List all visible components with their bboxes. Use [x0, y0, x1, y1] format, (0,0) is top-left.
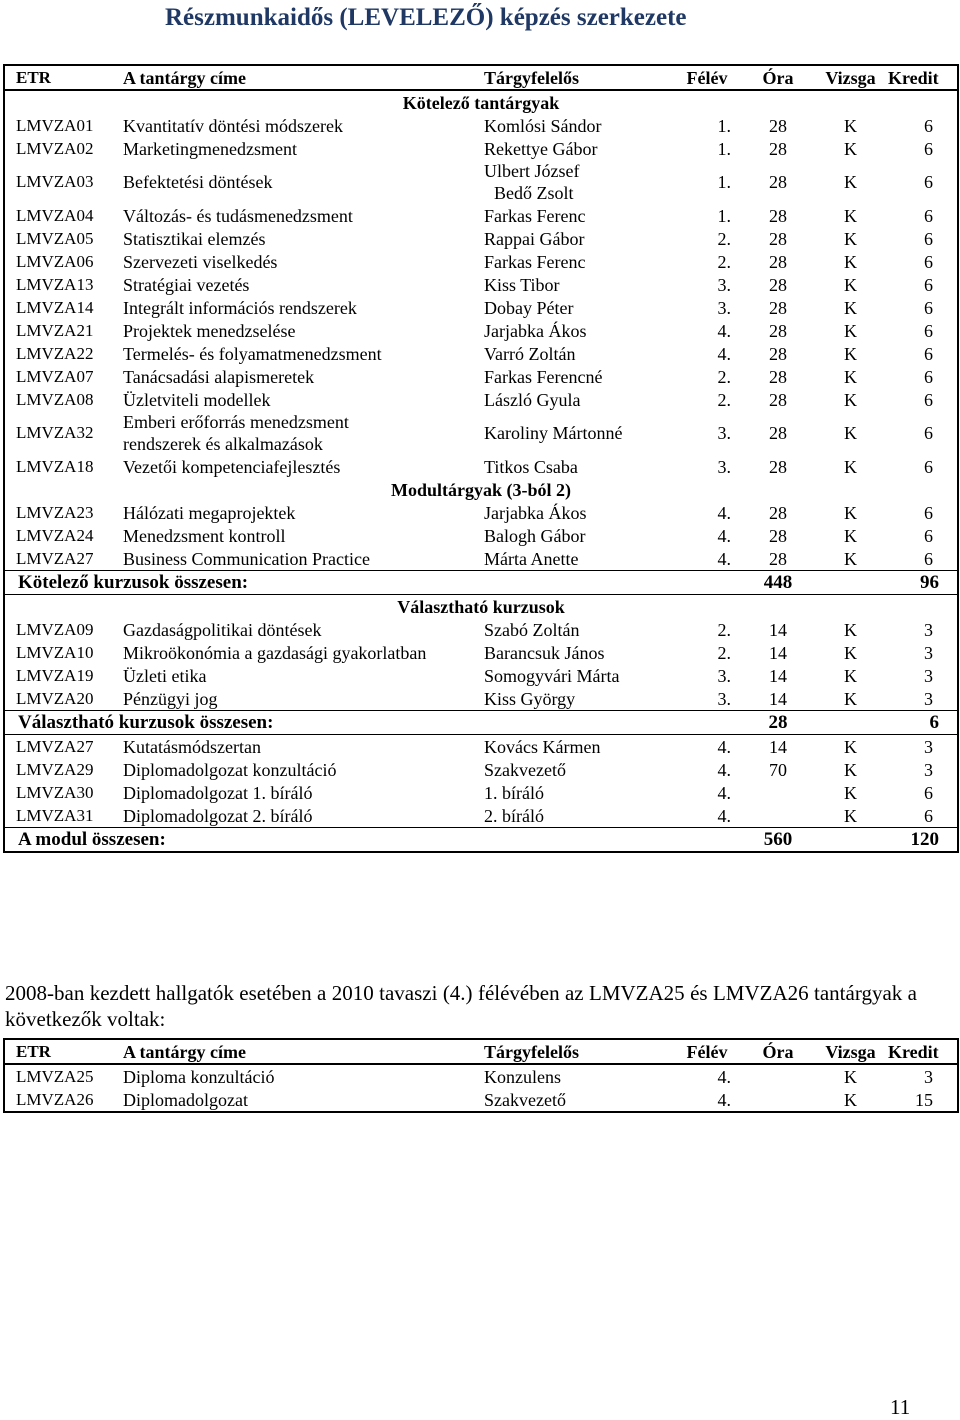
course-responsible-line1: Ulbert József: [484, 161, 580, 181]
course-credit: 6: [924, 423, 933, 443]
course-credit: 6: [924, 115, 933, 136]
course-code: LMVZA13: [16, 274, 94, 294]
course-responsible: Dobay Péter: [484, 297, 574, 318]
course-credit: 6: [924, 366, 933, 387]
table-header: [4, 65, 958, 90]
course-exam: K: [844, 320, 857, 341]
course-name: Menedzsment kontroll: [123, 525, 286, 546]
page-title: Részmunkaidős (LEVELEZŐ) képzés szerkezete: [165, 4, 687, 31]
section-module: [4, 478, 958, 501]
table-row: [4, 250, 958, 273]
header-code: ETR: [4, 1039, 117, 1064]
header-name: A tantárgy címe: [117, 65, 483, 90]
course-name-line2: rendszerek és alkalmazások: [123, 434, 323, 454]
course-semester: 4.: [717, 736, 731, 757]
course-credit: 6: [924, 343, 933, 364]
header-responsible: Tárgyfelelős: [483, 65, 683, 90]
course-code: LMVZA25: [16, 1066, 94, 1086]
course-exam: K: [844, 343, 857, 364]
course-code: LMVZA02: [16, 138, 94, 158]
course-name: Diplomadolgozat: [123, 1089, 248, 1110]
course-code: LMVZA31: [16, 805, 94, 825]
course-hours: 14: [769, 665, 787, 686]
course-credit: 6: [924, 274, 933, 295]
course-credit: 6: [924, 389, 933, 410]
course-name-line1: Emberi erőforrás menedzsment: [123, 412, 349, 432]
course-semester: 1.: [717, 172, 731, 192]
course-semester: 4.: [717, 343, 731, 364]
header-semester: Félév: [683, 1039, 743, 1064]
header-credit: Kredit: [888, 1039, 958, 1064]
header-semester: Félév: [683, 65, 743, 90]
total-label: Kötelező kurzusok összesen:: [4, 571, 743, 595]
total-exam: [813, 571, 888, 595]
course-name: Statisztikai elemzés: [123, 228, 266, 249]
total-label: Választható kurzusok összesen:: [4, 711, 743, 735]
course-code: LMVZA21: [16, 320, 94, 340]
total-label: A modul összesen:: [4, 828, 743, 853]
course-hours: 28: [769, 366, 787, 387]
course-credit: 6: [924, 320, 933, 341]
course-semester: 4.: [717, 548, 731, 569]
course-responsible: 1. bíráló: [484, 782, 544, 803]
course-exam: K: [844, 1066, 857, 1087]
course-hours: 28: [769, 205, 787, 226]
header-exam: Vizsga: [813, 1039, 888, 1064]
header-code: ETR: [4, 65, 117, 90]
course-responsible: Márta Anette: [484, 548, 579, 569]
table-row: [4, 1088, 958, 1112]
table-row: [4, 114, 958, 137]
course-code: LMVZA04: [16, 205, 94, 225]
course-exam: K: [844, 665, 857, 686]
section-module-title: Modultárgyak (3-ból 2): [391, 479, 571, 500]
course-credit: 3: [924, 736, 933, 757]
header-name: A tantárgy címe: [117, 1039, 483, 1064]
course-hours: 28: [769, 389, 787, 410]
course-responsible: Karoliny Mártonné: [484, 423, 623, 443]
course-hours: 28: [769, 228, 787, 249]
course-code: LMVZA20: [16, 688, 94, 708]
course-code: LMVZA24: [16, 525, 94, 545]
table-row: [4, 411, 958, 455]
header-hours: Óra: [743, 1039, 813, 1064]
course-responsible: Szakvezető: [484, 1089, 566, 1110]
course-name: [117, 411, 483, 455]
course-responsible: Kovács Kármen: [484, 736, 601, 757]
course-responsible: Balogh Gábor: [484, 525, 586, 546]
course-name: Hálózati megaprojektek: [123, 502, 296, 523]
course-exam: K: [844, 525, 857, 546]
course-responsible: Szakvezető: [484, 759, 566, 780]
course-hours: 28: [769, 525, 787, 546]
course-exam: K: [844, 274, 857, 295]
course-hours: 28: [769, 297, 787, 318]
course-credit: 6: [924, 782, 933, 803]
course-semester: 4.: [717, 759, 731, 780]
header-responsible: Tárgyfelelős: [483, 1039, 683, 1064]
course-responsible: Farkas Ferenc: [484, 251, 586, 272]
course-structure-table: [3, 64, 959, 853]
course-code: LMVZA03: [16, 172, 94, 191]
course-credit: 3: [924, 1066, 933, 1087]
course-code: LMVZA07: [16, 366, 94, 386]
course-name: Diploma konzultáció: [123, 1066, 275, 1087]
course-name: Vezetői kompetenciafejlesztés: [123, 456, 341, 477]
total-credit: 120: [888, 828, 958, 853]
course-hours: 28: [769, 548, 787, 569]
course-credit: 3: [924, 688, 933, 709]
course-credit: 6: [924, 548, 933, 569]
course-hours: 14: [769, 688, 787, 709]
course-credit: 6: [924, 502, 933, 523]
course-credit: 6: [924, 251, 933, 272]
course-exam: K: [844, 172, 857, 192]
course-code: LMVZA22: [16, 343, 94, 363]
course-exam: K: [844, 619, 857, 640]
course-code: LMVZA09: [16, 619, 94, 639]
course-exam: K: [844, 389, 857, 410]
course-name: Integrált információs rendszerek: [123, 297, 357, 318]
course-semester: 3.: [717, 665, 731, 686]
course-hours: [743, 1064, 813, 1088]
table-row: [4, 342, 958, 365]
course-name: Üzleti etika: [123, 665, 207, 686]
page-number: 11: [890, 1395, 911, 1419]
course-semester: 4.: [717, 320, 731, 341]
course-code: LMVZA19: [16, 665, 94, 685]
course-name: Pénzügyi jog: [123, 688, 218, 709]
total-credit: 96: [888, 571, 958, 595]
course-hours: 28: [769, 456, 787, 477]
course-responsible: Szabó Zoltán: [484, 619, 580, 640]
course-responsible: Barancsuk János: [484, 642, 605, 663]
course-exam: K: [844, 423, 857, 443]
course-hours: 28: [769, 274, 787, 295]
course-exam: K: [844, 297, 857, 318]
table-row: [4, 758, 958, 781]
course-code: LMVZA08: [16, 389, 94, 409]
course-exam: K: [844, 805, 857, 826]
course-semester: 4.: [717, 782, 731, 803]
note-text: 2008-ban kezdett hallgatók esetében a 2010 tavaszi (4.) félévében az LMVZA25 és LMVZA26 tantárgyak a következők voltak:: [5, 981, 917, 1031]
course-hours: 14: [769, 736, 787, 757]
course-code: LMVZA01: [16, 115, 94, 135]
course-name: Kvantitatív döntési módszerek: [123, 115, 343, 136]
table-row: [4, 501, 958, 524]
course-exam: K: [844, 1089, 857, 1110]
course-hours: 28: [769, 115, 787, 136]
table-row: [4, 804, 958, 828]
course-code: LMVZA27: [16, 548, 94, 568]
course-semester: 3.: [717, 456, 731, 477]
course-exam: K: [844, 688, 857, 709]
course-semester: 2.: [717, 389, 731, 410]
course-semester: 1.: [717, 138, 731, 159]
course-name: Üzletviteli modellek: [123, 389, 271, 410]
course-name: Változás- és tudásmenedzsment: [123, 205, 353, 226]
section-elective: [4, 595, 958, 619]
course-exam: K: [844, 228, 857, 249]
table-row: [4, 204, 958, 227]
course-name: Mikroökonómia a gazdasági gyakorlatban: [123, 642, 427, 663]
table-header: [4, 1039, 958, 1064]
course-code: LMVZA18: [16, 456, 94, 476]
course-hours: [743, 1088, 813, 1112]
total-module-row: [4, 828, 958, 853]
course-credit: 3: [924, 759, 933, 780]
section-elective-title: Választható kurzusok: [397, 596, 565, 617]
course-credit: 6: [924, 172, 933, 192]
total-exam: [813, 828, 888, 853]
second-course-table: [3, 1038, 959, 1113]
course-name: Tanácsadási alapismeretek: [123, 366, 315, 387]
course-hours: 28: [769, 343, 787, 364]
course-code: LMVZA29: [16, 759, 94, 779]
table-row: [4, 735, 958, 759]
table-row: [4, 388, 958, 411]
course-code: LMVZA10: [16, 642, 94, 662]
course-credit: 6: [924, 138, 933, 159]
course-code: LMVZA05: [16, 228, 94, 248]
course-semester: 2.: [717, 251, 731, 272]
course-exam: K: [844, 205, 857, 226]
table-row: [4, 296, 958, 319]
course-hours: 28: [769, 251, 787, 272]
course-name: Business Communication Practice: [123, 548, 370, 569]
course-semester: 4.: [717, 1066, 731, 1087]
course-name: Projektek menedzselése: [123, 320, 296, 341]
table-row: [4, 664, 958, 687]
course-responsible: [483, 160, 683, 204]
course-name: Marketingmenedzsment: [123, 138, 297, 159]
course-name: Diplomadolgozat konzultáció: [123, 759, 337, 780]
course-name: Stratégiai vezetés: [123, 274, 250, 295]
course-hours: 28: [769, 423, 787, 443]
course-responsible: Jarjabka Ákos: [484, 320, 587, 341]
course-semester: 4.: [717, 1089, 731, 1110]
course-responsible: Titkos Csaba: [484, 456, 578, 477]
total-credit: 6: [888, 711, 958, 735]
course-code: LMVZA06: [16, 251, 94, 271]
total-hours: 448: [743, 571, 813, 595]
table-row: [4, 273, 958, 296]
course-responsible: Kiss Tibor: [484, 274, 560, 295]
course-exam: K: [844, 642, 857, 663]
course-credit: 6: [924, 297, 933, 318]
course-name: Diplomadolgozat 1. bíráló: [123, 782, 313, 803]
total-hours: 28: [743, 711, 813, 735]
course-credit: 3: [924, 642, 933, 663]
total-mandatory-row: [4, 571, 958, 595]
course-hours: 28: [769, 320, 787, 341]
table-row: [4, 641, 958, 664]
course-responsible: Kiss György: [484, 688, 576, 709]
course-responsible-line2: Bedő Zsolt: [494, 183, 574, 203]
course-semester: 1.: [717, 115, 731, 136]
course-exam: K: [844, 138, 857, 159]
table-row: [4, 160, 958, 204]
course-credit: 6: [924, 456, 933, 477]
section-mandatory-title: Kötelező tantárgyak: [402, 92, 560, 113]
total-elective-row: [4, 711, 958, 735]
section-mandatory: [4, 90, 958, 114]
total-hours: 560: [743, 828, 813, 853]
course-credit: 15: [915, 1089, 933, 1110]
header-exam: Vizsga: [813, 65, 888, 90]
course-responsible: Somogyvári Márta: [484, 665, 620, 686]
course-semester: 2.: [717, 642, 731, 663]
table-row: [4, 1064, 958, 1088]
course-exam: K: [844, 115, 857, 136]
course-responsible: Farkas Ferencné: [484, 366, 603, 387]
course-name: Szervezeti viselkedés: [123, 251, 278, 272]
header-hours: Óra: [743, 65, 813, 90]
course-responsible: 2. bíráló: [484, 805, 544, 826]
course-semester: 4.: [717, 502, 731, 523]
course-responsible: László Gyula: [484, 389, 581, 410]
table-row: [4, 227, 958, 250]
table-row: [4, 319, 958, 342]
course-hours: 28: [769, 172, 787, 192]
course-exam: K: [844, 548, 857, 569]
course-responsible: Komlósi Sándor: [484, 115, 602, 136]
course-semester: 3.: [717, 688, 731, 709]
course-hours: 14: [769, 642, 787, 663]
course-hours: 28: [769, 138, 787, 159]
course-semester: 3.: [717, 297, 731, 318]
course-semester: 3.: [717, 274, 731, 295]
course-semester: 2.: [717, 619, 731, 640]
course-semester: 1.: [717, 205, 731, 226]
course-name: Gazdaságpolitikai döntések: [123, 619, 322, 640]
course-name: Diplomadolgozat 2. bíráló: [123, 805, 313, 826]
course-semester: 3.: [717, 423, 731, 443]
course-code: LMVZA32: [16, 423, 94, 442]
table-row: [4, 524, 958, 547]
table-row: [4, 618, 958, 641]
header-credit: Kredit: [888, 65, 958, 90]
course-semester: 4.: [717, 805, 731, 826]
course-responsible: Farkas Ferenc: [484, 205, 586, 226]
course-credit: 3: [924, 619, 933, 640]
table-row: [4, 781, 958, 804]
course-code: LMVZA14: [16, 297, 94, 317]
course-name: Kutatásmódszertan: [123, 736, 261, 757]
course-responsible: Varró Zoltán: [484, 343, 576, 364]
course-exam: K: [844, 502, 857, 523]
course-code: LMVZA23: [16, 502, 94, 522]
course-exam: K: [844, 251, 857, 272]
course-exam: K: [844, 736, 857, 757]
course-responsible: Rappai Gábor: [484, 228, 585, 249]
course-semester: 4.: [717, 525, 731, 546]
course-responsible: Jarjabka Ákos: [484, 502, 587, 523]
course-responsible: Rekettye Gábor: [484, 138, 598, 159]
course-name: Befektetési döntések: [123, 172, 273, 192]
course-exam: K: [844, 366, 857, 387]
course-hours: [743, 781, 813, 804]
course-responsible: Konzulens: [484, 1066, 561, 1087]
course-credit: 6: [924, 228, 933, 249]
course-hours: 70: [769, 759, 787, 780]
table-row: [4, 547, 958, 571]
course-semester: 2.: [717, 228, 731, 249]
course-credit: 3: [924, 665, 933, 686]
table-row: [4, 687, 958, 711]
table-row: [4, 365, 958, 388]
table-row: [4, 137, 958, 160]
course-hours: 28: [769, 502, 787, 523]
course-hours: [743, 804, 813, 828]
course-code: LMVZA30: [16, 782, 94, 802]
course-exam: K: [844, 782, 857, 803]
total-exam: [813, 711, 888, 735]
course-exam: K: [844, 456, 857, 477]
course-credit: 6: [924, 525, 933, 546]
course-code: LMVZA26: [16, 1089, 94, 1109]
course-code: LMVZA27: [16, 736, 94, 756]
course-credit: 6: [924, 805, 933, 826]
table-row: [4, 455, 958, 478]
course-name: Termelés- és folyamatmenedzsment: [123, 343, 382, 364]
course-semester: 2.: [717, 366, 731, 387]
course-hours: 14: [769, 619, 787, 640]
course-credit: 6: [924, 205, 933, 226]
course-exam: K: [844, 759, 857, 780]
